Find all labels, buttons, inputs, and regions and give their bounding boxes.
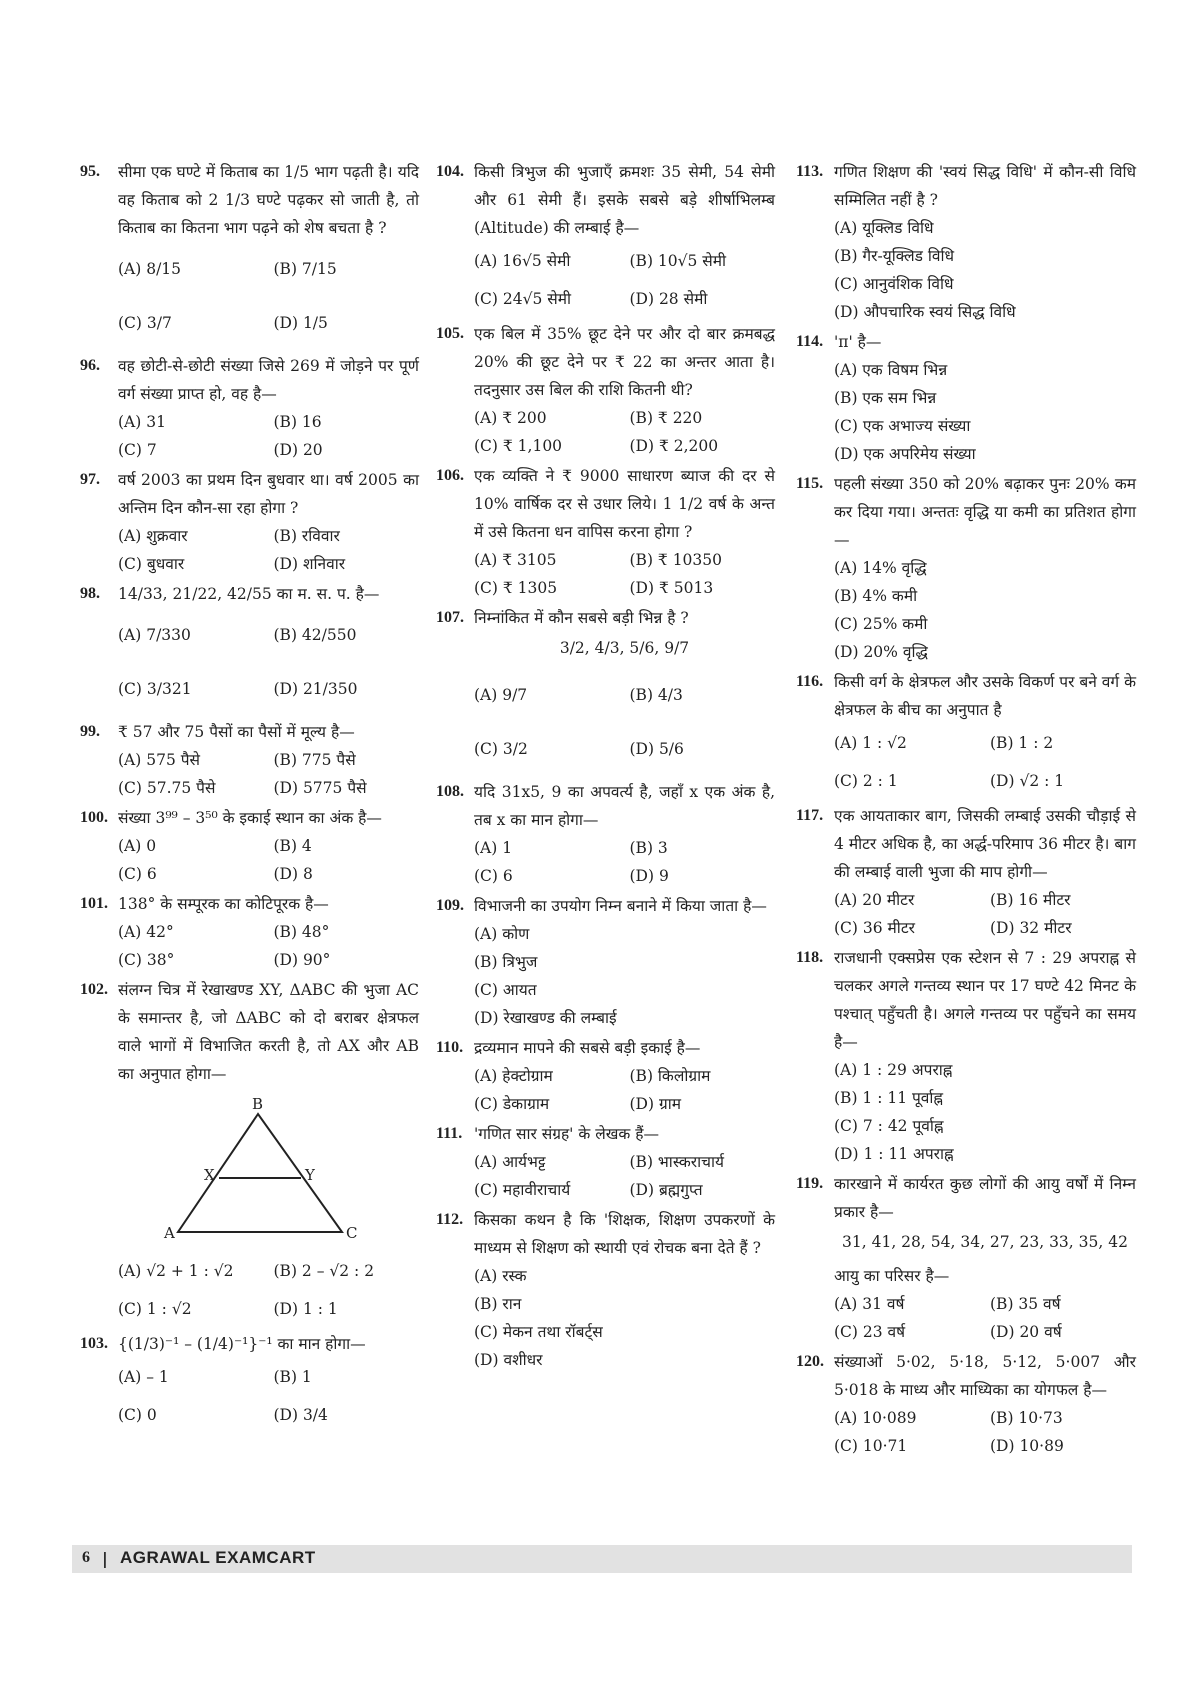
question-number: 110. <box>436 1039 464 1056</box>
option-d: (D) 32 मीटर <box>990 919 1072 937</box>
option-c: (C) 7 : 42 पूर्वाह्न <box>834 1117 944 1135</box>
option-a: (A) 0 <box>118 837 157 855</box>
option-d: (D) 1 : 11 अपराह्न <box>834 1145 954 1163</box>
question-number: 96. <box>80 357 100 374</box>
options-list <box>834 886 1136 942</box>
options-list <box>118 242 419 350</box>
option-a: (A) 16√5 सेमी <box>474 252 571 270</box>
option-c: (C) 25% कमी <box>834 615 928 633</box>
question-106 <box>436 462 775 602</box>
option-d: (D) औपचारिक स्वयं सिद्ध विधि <box>834 303 1016 321</box>
question-text: किसी त्रिभुज की भुजाएँ क्रमशः 35 सेमी, 54 सेमी और 61 सेमी हैं। इसके सबसे बड़े शीर्षाभिलम्ब (Altitude) की लम्बाई है— <box>474 163 775 237</box>
options-list <box>118 832 419 888</box>
options-list <box>118 1358 419 1434</box>
question-number: 104. <box>436 163 464 180</box>
options-list <box>834 214 1136 326</box>
option-b: (B) ₹ 220 <box>629 409 703 427</box>
option-d: (D) 5775 पैसे <box>273 779 367 797</box>
option-b: (B) 1 <box>273 1368 312 1386</box>
option-c: (C) 7 <box>118 441 157 459</box>
question-data-line: 3/2, 4/3, 5/6, 9/7 <box>559 639 690 657</box>
options-list <box>474 1148 775 1204</box>
question-number: 118. <box>796 949 824 966</box>
question-102 <box>80 976 419 1328</box>
options-list <box>118 918 419 974</box>
question-116 <box>796 668 1136 800</box>
question-115 <box>796 470 1136 666</box>
option-a: (A) ₹ 200 <box>474 409 547 427</box>
question-108 <box>436 778 775 890</box>
option-b: (B) 4 <box>273 837 312 855</box>
footer-separator: | <box>102 1549 108 1568</box>
option-b: (B) 10·73 <box>990 1409 1063 1427</box>
question-104 <box>436 158 775 318</box>
option-d: (D) ₹ 5013 <box>629 579 714 597</box>
question-number: 112. <box>436 1211 464 1228</box>
question-114 <box>796 328 1136 468</box>
publisher-logo: AGRAWAL EXAMCART <box>120 1548 316 1567</box>
options-list <box>118 746 419 802</box>
options-list <box>834 724 1136 800</box>
option-d: (D) एक अपरिमेय संख्या <box>834 445 976 463</box>
option-d: (D) 10·89 <box>990 1437 1064 1455</box>
option-a: (A) 42° <box>118 923 174 941</box>
option-a: (A) 31 वर्ष <box>834 1295 905 1313</box>
column-2 <box>436 158 775 1376</box>
question-text: किसका कथन है कि 'शिक्षक, शिक्षण उपकरणों के माध्यम से शिक्षण को स्थायी एवं रोचक बना देते हैं ? <box>474 1211 775 1257</box>
option-d: (D) ब्रह्मगुप्त <box>629 1181 703 1199</box>
question-98 <box>80 580 419 716</box>
options-list <box>474 242 775 318</box>
option-b: (B) किलोग्राम <box>629 1067 711 1085</box>
options-list <box>118 522 419 578</box>
option-b: (B) 4/3 <box>629 686 683 704</box>
option-a: (A) ₹ 3105 <box>474 551 557 569</box>
question-text: एक व्यक्ति ने ₹ 9000 साधारण ब्याज की दर से 10% वार्षिक दर से उधार लिये। 1 1/2 वर्ष के अन्त में उसे कितना धन वापिस करना होगा ? <box>474 467 775 541</box>
option-a: (A) 1 <box>474 839 513 857</box>
option-d: (D) 28 सेमी <box>629 290 708 308</box>
option-c: (C) 3/7 <box>118 314 172 332</box>
options-list <box>474 404 775 460</box>
question-text: 14/33, 21/22, 42/55 का म. स. प. है— <box>118 585 380 603</box>
question-number: 107. <box>436 609 464 626</box>
option-a: (A) 20 मीटर <box>834 891 915 909</box>
question-number: 99. <box>80 723 100 740</box>
question-text: सीमा एक घण्टे में किताब का 1/5 भाग पढ़ती है। यदि वह किताब को 2 1/3 घण्टे पढ़कर सो जाती है, तो किताब का कितना भाग पढ़ने को शेष बचता है ? <box>118 163 419 237</box>
option-c: (C) 24√5 सेमी <box>474 290 572 308</box>
option-c: (C) 23 वर्ष <box>834 1323 906 1341</box>
question-text: वह छोटी-से-छोटी संख्या जिसे 269 में जोड़ने पर पूर्ण वर्ग संख्या प्राप्त हो, वह है— <box>118 357 419 403</box>
question-95 <box>80 158 419 350</box>
question-number: 100. <box>80 809 108 826</box>
option-b: (B) 10√5 सेमी <box>629 252 727 270</box>
option-a: (A) एक विषम भिन्न <box>834 361 948 379</box>
question-text: ₹ 57 और 75 पैसों का पैसों में मूल्य है— <box>118 723 355 741</box>
option-c: (C) बुधवार <box>118 555 185 573</box>
question-text: किसी वर्ग के क्षेत्रफल और उसके विकर्ण पर बने वर्ग के क्षेत्रफल के बीच का अनुपात है <box>834 673 1136 719</box>
options-list <box>474 546 775 602</box>
option-a: (A) आर्यभट्ट <box>474 1153 546 1171</box>
question-text: एक आयताकार बाग, जिसकी लम्बाई उसकी चौड़ाई से 4 मीटर अधिक है, का अर्द्ध-परिमाप 36 मीटर है। बाग की लम्बाई वाली भुजा की माप होगी— <box>834 807 1136 881</box>
options-list <box>474 920 775 1032</box>
options-list <box>834 356 1136 468</box>
option-b: (B) 16 <box>273 413 322 431</box>
question-117 <box>796 802 1136 942</box>
option-b: (B) 35 वर्ष <box>990 1295 1061 1313</box>
options-list <box>834 1404 1136 1460</box>
options-list <box>474 834 775 890</box>
option-b: (B) 4% कमी <box>834 587 918 605</box>
option-a: (A) 14% वृद्धि <box>834 559 927 577</box>
option-c: (C) 2 : 1 <box>834 772 898 790</box>
option-a: (A) रस्क <box>474 1267 527 1285</box>
option-d: (D) 9 <box>629 867 669 885</box>
option-c: (C) ₹ 1,100 <box>474 437 563 455</box>
question-data-line: 31, 41, 28, 54, 34, 27, 23, 33, 35, 42 <box>842 1233 1128 1251</box>
option-d: (D) 1/5 <box>273 314 328 332</box>
option-b: (B) 7/15 <box>273 260 337 278</box>
option-d: (D) 21/350 <box>273 680 358 698</box>
option-a: (A) 575 पैसे <box>118 751 201 769</box>
option-b: (B) 3 <box>629 839 668 857</box>
page-footer <box>72 1545 1132 1573</box>
option-c: (C) 0 <box>118 1406 157 1424</box>
option-a: (A) शुक्रवार <box>118 527 188 545</box>
option-a: (A) हेक्टोग्राम <box>474 1067 553 1085</box>
question-119 <box>796 1170 1136 1346</box>
option-d: (D) 90° <box>273 951 331 969</box>
column-1 <box>80 158 419 1436</box>
question-number: 98. <box>80 585 100 602</box>
option-c: (C) 3/2 <box>474 740 528 758</box>
option-d: (D) 5/6 <box>629 740 684 758</box>
option-d: (D) ₹ 2,200 <box>629 437 719 455</box>
question-number: 113. <box>796 163 824 180</box>
options-list <box>474 668 775 776</box>
option-c: (C) 10·71 <box>834 1437 908 1455</box>
options-list <box>474 1062 775 1118</box>
question-number: 115. <box>796 475 824 492</box>
triangle-abc <box>178 1114 342 1232</box>
question-text: संख्याओं 5·02, 5·18, 5·12, 5·007 और 5·018 के माध्य और माध्यिका का योगफल है— <box>834 1353 1136 1399</box>
vertex-label-y: Y <box>305 1166 315 1184</box>
option-b: (B) एक सम भिन्न <box>834 389 937 407</box>
option-d: (D) वशीधर <box>474 1351 543 1369</box>
question-text: विभाजनी का उपयोग निम्न बनाने में किया जाता है— <box>474 897 767 915</box>
question-number: 119. <box>796 1175 824 1192</box>
question-text: {(1/3)⁻¹ – (1/4)⁻¹}⁻¹ का मान होगा— <box>118 1335 366 1353</box>
option-b: (B) त्रिभुज <box>474 953 538 971</box>
question-text: निम्नांकित में कौन सबसे बड़ी भिन्न है ? <box>474 609 689 627</box>
page-number: 6 <box>82 1549 90 1566</box>
question-number: 105. <box>436 325 464 342</box>
question-text: द्रव्यमान मापने की सबसे बड़ी इकाई है— <box>474 1039 701 1057</box>
question-105 <box>436 320 775 460</box>
option-b: (B) 1 : 2 <box>990 734 1054 752</box>
question-text: 138° के सम्पूरक का कोटिपूरक है— <box>118 895 329 913</box>
question-number: 108. <box>436 783 464 800</box>
vertex-label-c: C <box>346 1224 358 1242</box>
vertex-label-x: X <box>204 1166 215 1184</box>
option-c: (C) 38° <box>118 951 175 969</box>
options-list <box>118 408 419 464</box>
question-96 <box>80 352 419 464</box>
option-d: (D) 20% वृद्धि <box>834 643 928 661</box>
option-a: (A) 8/15 <box>118 260 182 278</box>
option-a: (A) 10·089 <box>834 1409 917 1427</box>
question-number: 111. <box>436 1125 463 1142</box>
option-a: (A) यूक्लिड विधि <box>834 219 934 237</box>
option-c: (C) मेकन तथा रॉबर्ट्स <box>474 1323 603 1341</box>
options-list <box>474 1262 775 1374</box>
question-107 <box>436 604 775 776</box>
question-number: 101. <box>80 895 108 912</box>
question-number: 106. <box>436 467 464 484</box>
question-number: 103. <box>80 1335 108 1352</box>
question-text: वर्ष 2003 का प्रथम दिन बुधवार था। वर्ष 2005 का अन्तिम दिन कौन-सा रहा होगा ? <box>118 471 419 517</box>
question-number: 114. <box>796 333 824 350</box>
option-c: (C) आनुवंशिक विधि <box>834 275 954 293</box>
question-text: गणित शिक्षण की 'स्वयं सिद्ध विधि' में कौन-सी विधि सम्मिलित नहीं है ? <box>834 163 1136 209</box>
option-b: (B) 42/550 <box>273 626 357 644</box>
option-b: (B) 2 – √2 : 2 <box>273 1262 375 1280</box>
option-c: (C) 6 <box>118 865 157 883</box>
question-99 <box>80 718 419 802</box>
question-103 <box>80 1330 419 1434</box>
question-number: 117. <box>796 807 824 824</box>
option-a: (A) 7/330 <box>118 626 191 644</box>
option-c: (C) 36 मीटर <box>834 919 915 937</box>
vertex-label-a: A <box>164 1224 175 1242</box>
vertex-label-b: B <box>252 1096 264 1113</box>
option-a: (A) 9/7 <box>474 686 528 704</box>
option-d: (D) ग्राम <box>629 1095 681 1113</box>
question-text: पहली संख्या 350 को 20% बढ़ाकर पुनः 20% कम कर दिया गया। अन्ततः वृद्धि या कमी का प्रतिशत होगा— <box>834 475 1136 549</box>
column-3 <box>796 158 1136 1462</box>
option-d: (D) √2 : 1 <box>990 772 1065 790</box>
question-120 <box>796 1348 1136 1460</box>
option-c: (C) एक अभाज्य संख्या <box>834 417 971 435</box>
question-text: 'गणित सार संग्रह' के लेखक हैं— <box>474 1125 659 1143</box>
question-text: संलग्न चित्र में रेखाखण्ड XY, ΔABC की भुजा AC के समान्तर है, जो ΔABC को दो बराबर क्षेत्रफल वाले भागों में विभाजित करती है, तो AX और AB का अनुपात होगा— <box>118 981 419 1083</box>
option-d: (D) 1 : 1 <box>273 1300 338 1318</box>
question-101 <box>80 890 419 974</box>
option-b: (B) रान <box>474 1295 522 1313</box>
option-a: (A) 1 : √2 <box>834 734 907 752</box>
option-c: (C) 57.75 पैसे <box>118 779 216 797</box>
question-text: एक बिल में 35% छूट देने पर और दो बार क्रमबद्ध 20% की छूट देने पर ₹ 22 का अन्तर आता है। तदनुसार उस बिल की राशि कितनी थी? <box>474 325 775 399</box>
option-c: (C) 3/321 <box>118 680 192 698</box>
question-97 <box>80 466 419 578</box>
option-a: (A) √2 + 1 : √2 <box>118 1262 234 1280</box>
option-c: (C) 6 <box>474 867 513 885</box>
options-list <box>834 554 1136 666</box>
option-b: (B) भास्कराचार्य <box>629 1153 724 1171</box>
option-a: (A) 31 <box>118 413 166 431</box>
option-b: (B) 16 मीटर <box>990 891 1071 909</box>
triangle-figure <box>158 1096 358 1246</box>
question-text-continued: आयु का परिसर है— <box>834 1267 950 1285</box>
option-c: (C) डेकाग्राम <box>474 1095 550 1113</box>
options-list <box>834 1290 1136 1346</box>
option-d: (D) रेखाखण्ड की लम्बाई <box>474 1009 617 1027</box>
option-a: (A) कोण <box>474 925 530 943</box>
question-110 <box>436 1034 775 1118</box>
question-text: राजधानी एक्सप्रेस एक स्टेशन से 7 : 29 अपराह्न से चलकर अगले गन्तव्य स्थान पर 17 घण्टे 42 मिनट के पश्चात् पहुँचती है। अगले गन्तव्य पर पहुँचने का समय है— <box>834 949 1136 1051</box>
option-b: (B) रविवार <box>273 527 340 545</box>
options-list <box>118 1252 419 1328</box>
option-d: (D) 20 वर्ष <box>990 1323 1062 1341</box>
question-111 <box>436 1120 775 1204</box>
option-d: (D) 3/4 <box>273 1406 328 1424</box>
option-c: (C) महावीराचार्य <box>474 1181 571 1199</box>
option-b: (B) 1 : 11 पूर्वाह्न <box>834 1089 944 1107</box>
question-text: यदि 31x5, 9 का अपवर्त्य है, जहाँ x एक अंक है, तब x का मान होगा— <box>474 783 775 829</box>
option-b: (B) गैर-यूक्लिड विधि <box>834 247 955 265</box>
question-text: संख्या 3⁹⁹ – 3⁵⁰ के इकाई स्थान का अंक है— <box>118 809 382 827</box>
option-d: (D) शनिवार <box>273 555 346 573</box>
options-list <box>118 608 419 716</box>
question-number: 95. <box>80 163 100 180</box>
question-text: कारखाने में कार्यरत कुछ लोगों की आयु वर्षों में निम्न प्रकार है— <box>834 1175 1136 1221</box>
question-number: 102. <box>80 981 108 998</box>
question-100 <box>80 804 419 888</box>
question-112 <box>436 1206 775 1374</box>
question-number: 116. <box>796 673 824 690</box>
option-b: (B) ₹ 10350 <box>629 551 723 569</box>
question-number: 97. <box>80 471 100 488</box>
question-109 <box>436 892 775 1032</box>
option-b: (B) 775 पैसे <box>273 751 356 769</box>
option-b: (B) 48° <box>273 923 330 941</box>
option-a: (A) – 1 <box>118 1368 169 1386</box>
option-d: (D) 20 <box>273 441 323 459</box>
option-c: (C) ₹ 1305 <box>474 579 558 597</box>
question-number: 120. <box>796 1353 824 1370</box>
question-118 <box>796 944 1136 1168</box>
question-113 <box>796 158 1136 326</box>
question-number: 109. <box>436 897 464 914</box>
option-a: (A) 1 : 29 अपराह्न <box>834 1061 953 1079</box>
option-d: (D) 8 <box>273 865 313 883</box>
option-c: (C) आयत <box>474 981 537 999</box>
option-c: (C) 1 : √2 <box>118 1300 192 1318</box>
question-text: 'π' है— <box>834 333 882 351</box>
options-list <box>834 1056 1136 1168</box>
